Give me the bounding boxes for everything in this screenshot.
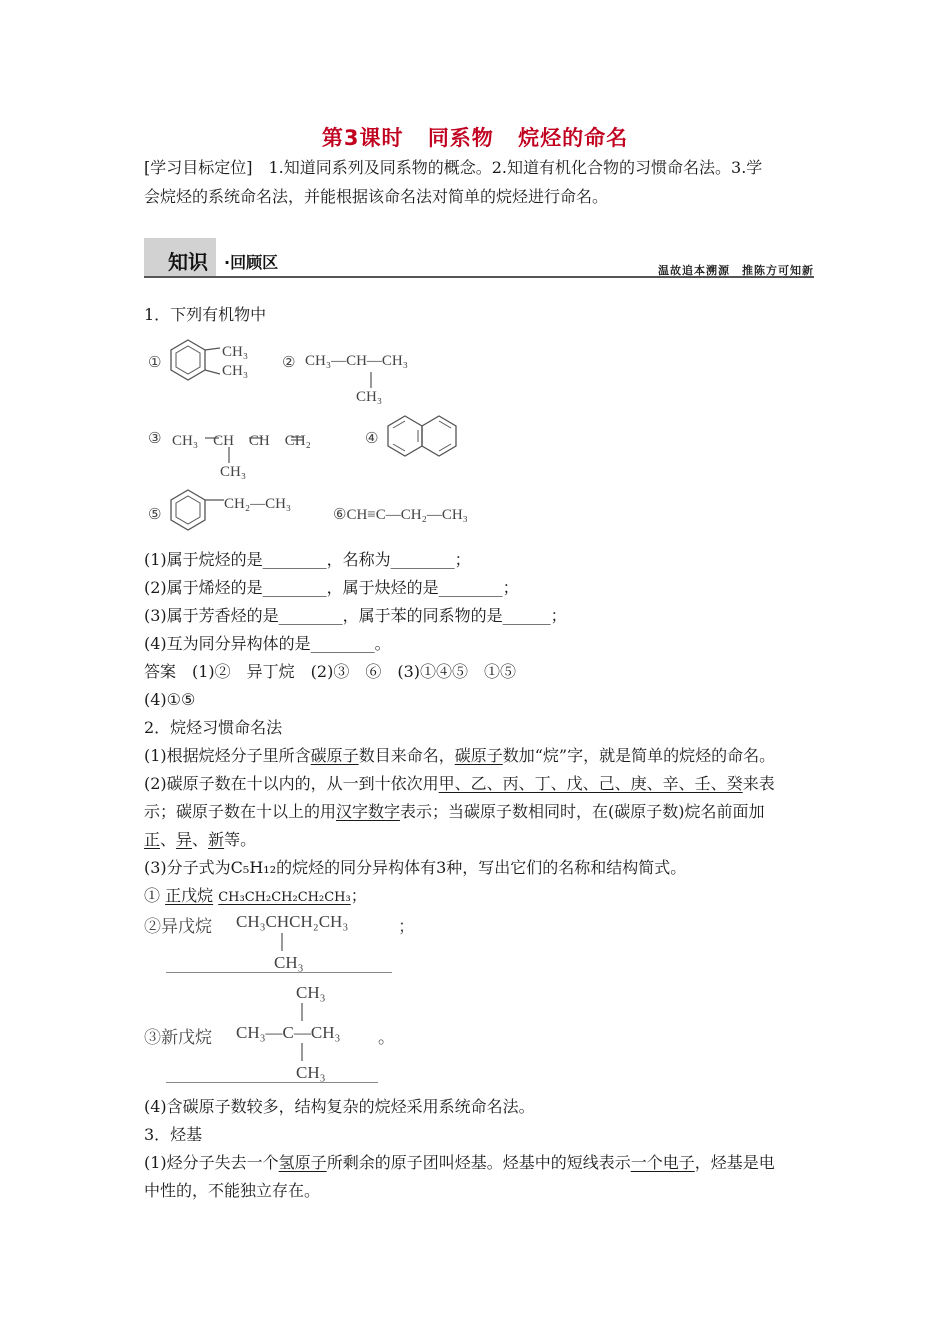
q2-p1: [144, 746, 775, 766]
answer-blank: 甲、乙、丙、丁、戊、己、庚、辛、壬、癸: [438, 774, 743, 793]
m1-number: ①: [148, 353, 162, 371]
text: 所剩余的原子团叫烃基。烃基中的短线表示: [326, 1153, 631, 1172]
q2-p3: (3)分子式为C₅H₁₂的烷烃的同分异构体有3种，写出它们的名称和结构简式。: [144, 858, 687, 877]
section-banner-subtitle: ·回顾区: [224, 253, 279, 272]
text: (2)碳原子数在十以内的，从一到十依次用: [144, 774, 439, 793]
text: 等。: [224, 830, 257, 849]
q1-answer-cont: (4)①⑤: [144, 690, 196, 709]
answer-underline: [166, 972, 392, 973]
naphthalene-icon: [385, 412, 465, 468]
text: ，烃基是电: [694, 1153, 775, 1172]
answer-blank: 正戊烷: [165, 886, 214, 905]
title-part1: 同系物: [427, 126, 494, 150]
text: 、: [160, 830, 177, 849]
text: (1)根据烷烃分子里所含: [144, 746, 311, 765]
benzene-ring-icon: [166, 486, 228, 542]
q1-sub1: (1)属于烷烃的是________，名称为________；: [144, 550, 471, 569]
m3-branch: CH₃: [220, 464, 247, 480]
isomer-2-label: [144, 912, 212, 937]
isomer-3-top: CH₃: [296, 983, 326, 1002]
isomer-2-branch: CH₃: [274, 953, 304, 972]
objectives-line1: [学习目标定位] 1.知道同系列及同系物的概念。2.知道有机化合物的习惯命名法。3.学: [144, 158, 763, 177]
m6-formula: ⑥CH≡C—CH₂—CH₃: [333, 507, 468, 523]
m5-number: ⑤: [148, 505, 162, 523]
page-title: [0, 122, 950, 152]
bond-line: [281, 933, 285, 951]
q2-p4: (4)含碳原子数较多，结构复杂的烷烃采用系统命名法。: [144, 1097, 535, 1116]
text: 示；碳原子数在十以上的用: [144, 802, 337, 821]
benzene-ring-icon: [166, 336, 222, 392]
m2-number: ②: [282, 353, 296, 371]
answer-underline: [166, 1082, 378, 1083]
answer-formula: CH₃CH₂CH₂CH₂CH₃: [218, 890, 351, 905]
text: 数加“烷”字，就是简单的烷烃的命名。: [502, 746, 776, 765]
answer-blank: 正: [144, 830, 161, 849]
bond-line: [301, 1003, 305, 1021]
q3-p1-cont: 中性的，不能独立存在。: [144, 1181, 321, 1200]
section-banner-title: 知识: [168, 250, 208, 274]
item-number: ②: [144, 917, 161, 936]
answer-blank: 新: [208, 830, 225, 849]
m5-side-chain: CH₂—CH₃: [224, 496, 292, 512]
isomer-3-label: [144, 1023, 212, 1048]
q2-heading: 2．烷烃习惯命名法: [144, 718, 283, 737]
isomer-name: 新戊烷: [161, 1028, 212, 1047]
text: 来表: [742, 774, 775, 793]
section-banner-motto: 温故追本溯源 推陈方可知新: [658, 264, 814, 277]
m1-ch3-top: CH₃: [222, 344, 249, 360]
text: 数目来命名，: [358, 746, 455, 765]
isomer-3-end: 。: [378, 1028, 395, 1047]
text: ；: [350, 886, 367, 905]
answer-blank: 异: [176, 830, 193, 849]
isomer-3-bottom: CH₃: [296, 1063, 326, 1082]
q1-heading: 1．下列有机物中: [144, 305, 267, 324]
answer-blank: 碳原子: [310, 746, 359, 765]
lesson-number: 第3课时: [321, 126, 404, 150]
item-number: ③: [144, 1028, 161, 1047]
item-number: ①: [144, 886, 161, 905]
q1-sub3: (3)属于芳香烃的是________，属于苯的同系物的是______；: [144, 606, 567, 625]
text: 表示；当碳原子数相同时，在(碳原子数)烷名前面加: [400, 802, 765, 821]
text: (1)烃分子失去一个: [144, 1153, 279, 1172]
bond-line: [370, 372, 374, 388]
answer-blank: 汉字数字: [336, 802, 401, 821]
isomer-3-main: CH₃—C—CH₃: [236, 1023, 341, 1042]
title-part2: 烷烃的命名: [518, 126, 629, 150]
q2-p2-cont: [144, 802, 765, 822]
bond-lines: [205, 437, 305, 441]
answer-blank: 碳原子: [454, 746, 503, 765]
q2-p2: [144, 774, 775, 794]
isomer-1: [144, 886, 367, 908]
q1-sub4: (4)互为同分异构体的是________。: [144, 634, 391, 653]
objectives-line2: 会烷烃的系统命名法，并能根据该命名法对简单的烷烃进行命名。: [144, 187, 609, 206]
bond-line: [301, 1043, 305, 1061]
answer-blank: 氢原子: [278, 1153, 327, 1172]
m2-branch: CH₃: [356, 389, 383, 405]
q1-answer: 答案 (1)② 异丁烷 (2)③ ⑥ (3)①④⑤ ①⑤: [144, 662, 516, 681]
q1-sub2: (2)属于烯烃的是________，属于炔烃的是________；: [144, 578, 519, 597]
q3-heading: 3．烃基: [144, 1125, 203, 1144]
q3-p1: [144, 1153, 775, 1173]
m1-ch3-bottom: CH₃: [222, 363, 249, 379]
bond-line: [228, 447, 232, 463]
m4-number: ④: [365, 429, 379, 447]
m3-main-chain: CH₃ CH CH CH₂: [172, 433, 311, 449]
m3-number: ③: [148, 429, 162, 447]
isomer-2-end: ；: [398, 917, 415, 936]
isomer-name: 异戊烷: [161, 917, 212, 936]
m2-main-chain: CH₃—CH—CH₃: [305, 353, 408, 369]
text: 、: [192, 830, 209, 849]
q2-p2-end: [144, 830, 256, 850]
isomer-2-main: CH₃CHCH₂CH₃: [236, 912, 349, 931]
answer-blank: 一个电子: [630, 1153, 695, 1172]
